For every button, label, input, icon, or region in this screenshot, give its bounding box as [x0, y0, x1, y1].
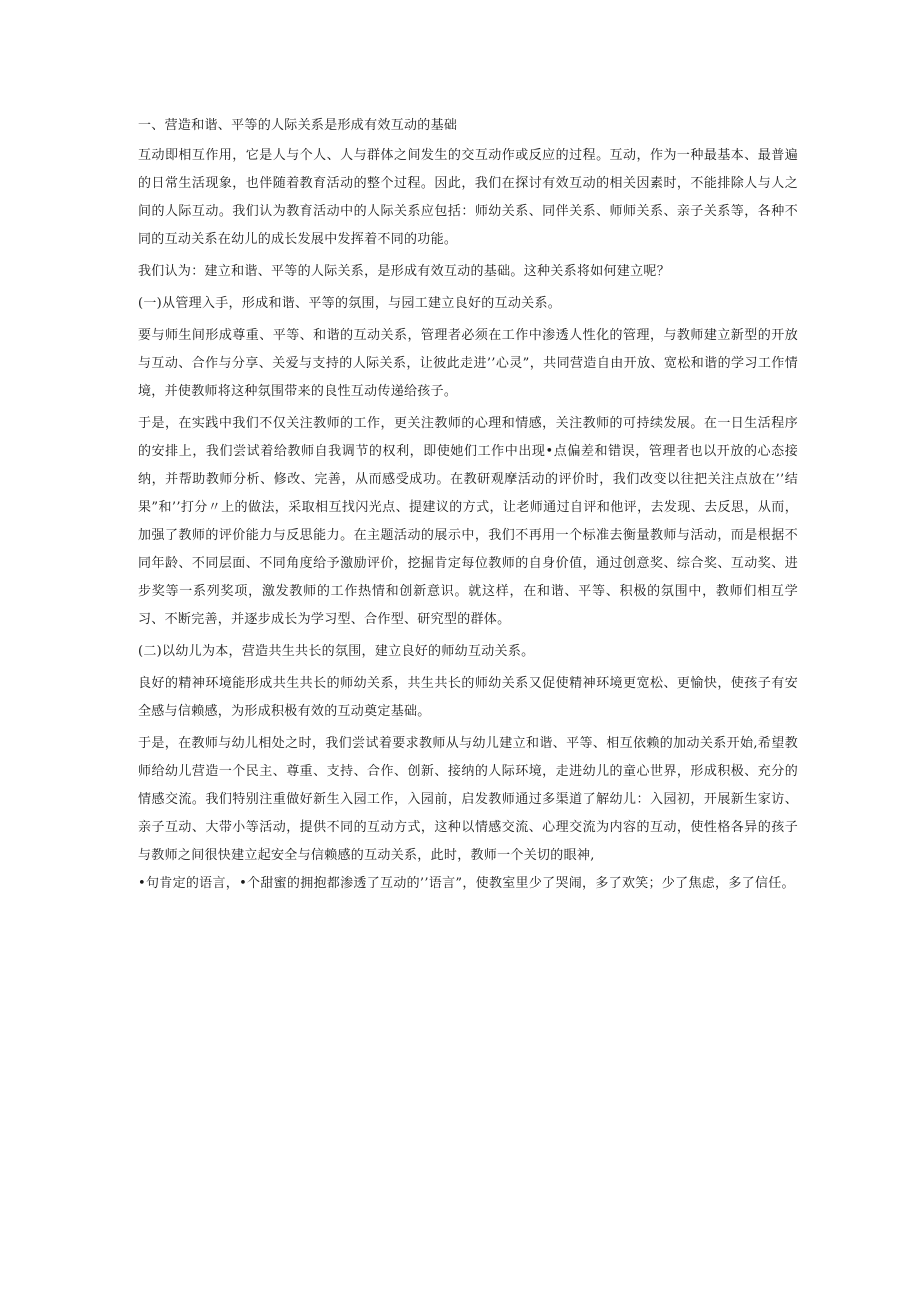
paragraph-management-relationship: 要与师生间形成尊重、平等、和谐的互动关系，管理者必须在工作中渗透人性化的管理，与教师建立新型的开放与互动、合作与分享、关爱与支持的人际关系，让彼此走进’’心灵”，共同营造自由开放、宽松和谐的学习工作情境，并使教师将这种氛围带来的良性互动传递给孩子。 [138, 328, 798, 399]
paragraph-teacher-child-practice: 于是，在教师与幼儿相处之时，我们尝试着要求教师从与幼儿建立和谐、平等、相互依赖的加动关系开始,希望教师给幼儿营造一个民主、尊重、支持、合作、创新、接纳的人际环境，走进幼儿的童心世界，形成积极、充分的情感交流。我们特别注重做好新生入园工作，入园前，启发教师通过多渠道了解幼儿：入园初，开展新生家访、亲子互动、大带小等活动，提供不同的互动方式，这种以情感交流、心理交流为内容的互动，使性格各异的孩子与教师之间很快建立起安全与信赖感的互动关系，此时，教师一个关切的眼神, [138, 736, 798, 863]
section-heading: 一、营造和谐、平等的人际关系是形成有效互动的基础 [138, 118, 458, 133]
paragraph-foundation-statement: 我们认为：建立和谐、平等的人际关系，是形成有效互动的基础。这种关系将如何建立呢？ [138, 264, 671, 279]
subheading-management: (一)从管理入手，形成和谐、平等的氛围，与园工建立良好的互动关系。 [138, 296, 562, 311]
paragraph-closing-line: •句肯定的语言，•个甜蜜的拥抱都渗透了互动的’’语言”，使教室里少了哭闹，多了欢笑；少了焦虑，多了信任。 [138, 876, 795, 891]
paragraph-management-practice: 于是，在实践中我们不仅关注教师的工作，更关注教师的心理和情感，关注教师的可持续发展。在一日生活程序的安排上，我们尝试着给教师自我调节的权利，即使她们工作中出现•点偏差和错误，管理者也以开放的心态接纳，并帮助教师分析、修改、完善，从而感受成功。在教研观摩活动的评价时，我们改变以往把关注点放在’’结果”和’’打分〃上的做法，采取相互找闪光点、提建议的方式，让老师通过自评和他评，去发现、去反思，从而，加强了教师的评价能力与反思能力。在主题活动的展示中，我们不再用一个标准去衡量教师与活动，而是根据不同年龄、不同层面、不同角度给予激励评价，挖掘肯定每位教师的自身价值，通过创意奖、综合奖、互动奖、进步奖等一系列奖项，激发教师的工作热情和创新意识。就这样，在和谐、平等、积极的氛围中，教师们相互学习、不断完善，并逐步成长为学习型、合作型、研究型的群体。 [138, 416, 798, 627]
subheading-child-centered: (二)以幼儿为本，营造共生共长的氛围，建立良好的师幼互动关系。 [138, 644, 535, 659]
paragraph-spiritual-environment: 良好的精神环境能形成共生共长的师幼关系，共生共长的师幼关系又促使精神环境更宽松、更愉快，使孩子有安全感与信赖感，为形成积极有效的互动奠定基础。 [138, 676, 798, 719]
document-body [138, 112, 798, 902]
paragraph-interaction-definition: 互动即相互作用，它是人与个人、人与群体之间发生的交互动作或反应的过程。互动，作为一种最基本、最普遍的日常生活现象，也伴随着教育活动的整个过程。因此，我们在探讨有效互动的相关因素时，不能排除人与人之间的人际互动。我们认为教育活动中的人际关系应包括：师幼关系、同伴关系、师师关系、亲子关系等，各种不同的互动关系在幼儿的成长发展中发挥着不同的功能。 [138, 148, 798, 247]
